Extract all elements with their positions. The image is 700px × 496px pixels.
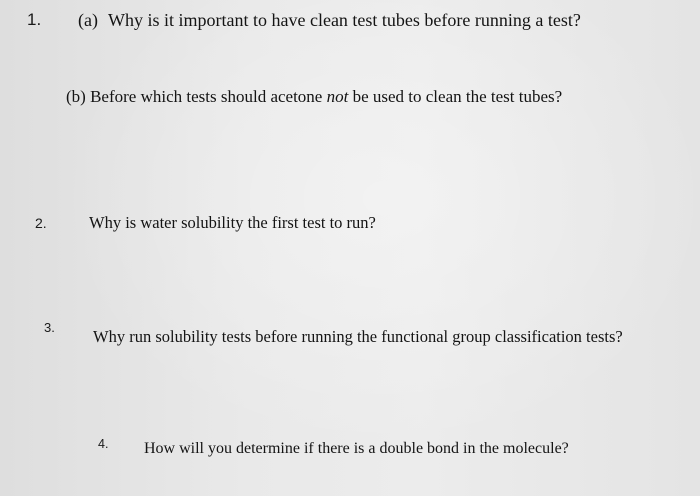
question-3-number: 3.: [44, 320, 55, 335]
question-1a-label: (a): [78, 10, 98, 30]
question-1b-text-after: be used to clean the test tubes?: [348, 87, 563, 106]
question-1b-text-before: Before which tests should acetone: [90, 87, 327, 106]
question-1b: [66, 87, 562, 107]
question-1a-text: Why is it important to have clean test tubes before running a test?: [108, 10, 581, 30]
question-4-number: 4.: [98, 437, 109, 451]
question-1b-label: (b): [66, 87, 86, 106]
question-2-number: 2.: [35, 215, 47, 231]
question-1-number: 1.: [27, 10, 42, 29]
question-4-text: How will you determine if there is a double bond in the molecule?: [144, 440, 569, 457]
question-3-text: Why run solubility tests before running the functional group classification tests?: [93, 327, 623, 346]
question-1b-emphasis: not: [326, 87, 349, 106]
question-2-text: Why is water solubility the first test to run?: [89, 213, 376, 232]
